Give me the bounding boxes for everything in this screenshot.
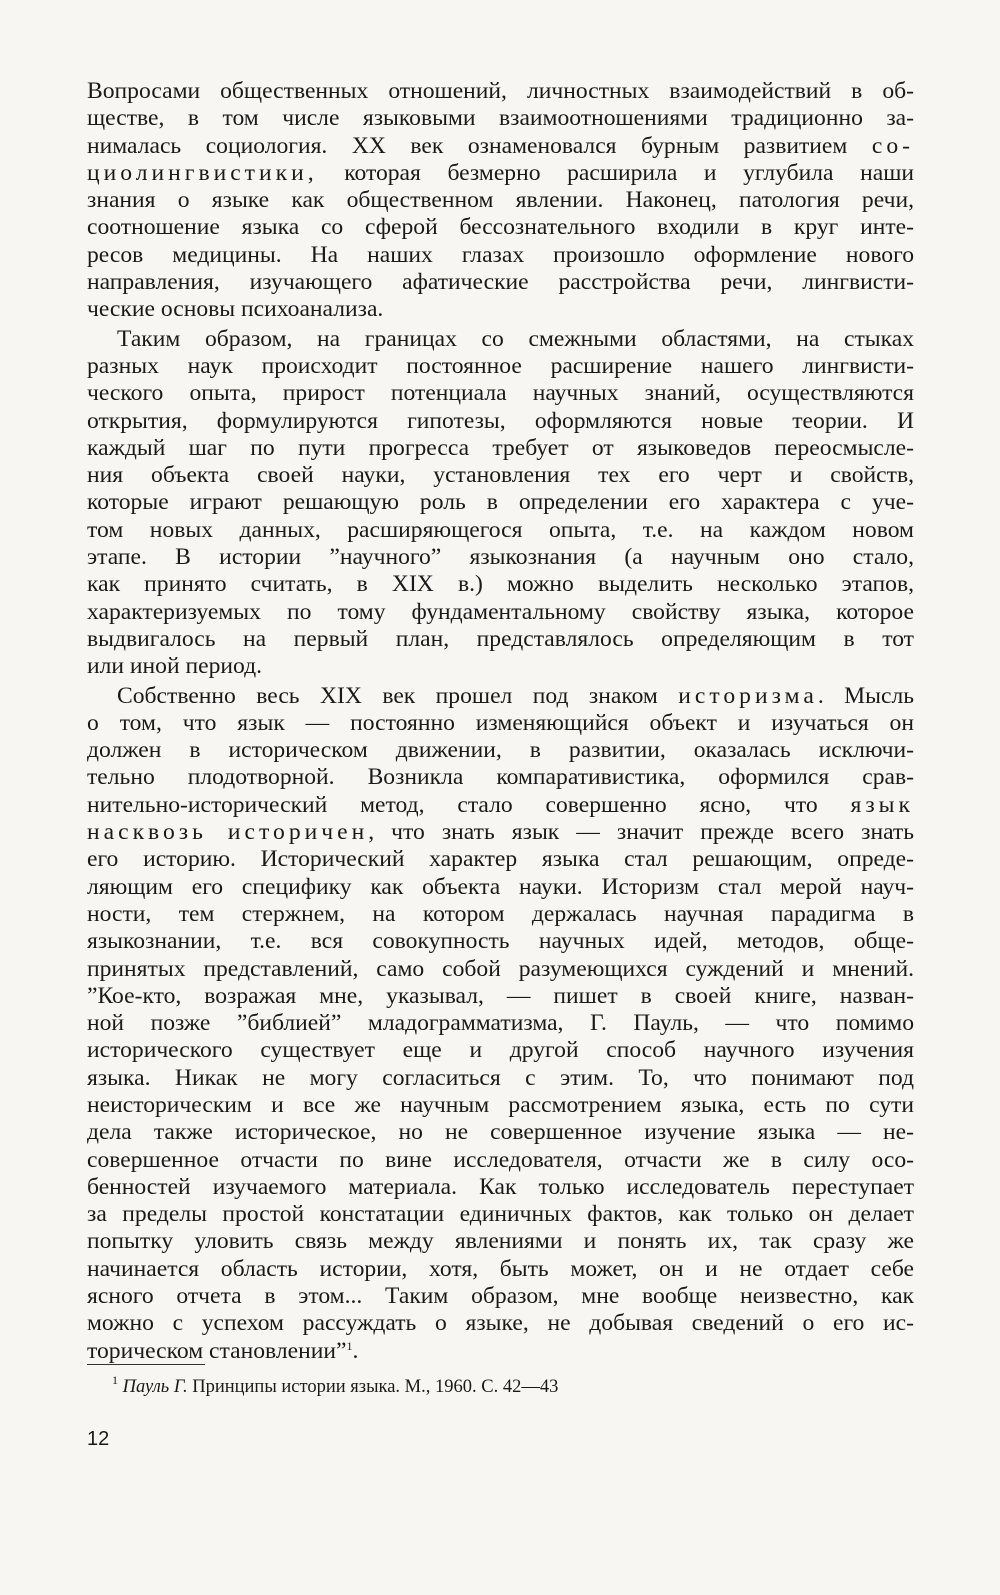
text-line: неисторическим и все же научным рассмотрением языка, есть по сути bbox=[87, 1091, 914, 1118]
text-line: попытку уловить связь между явлениями и понять их, так сразу же bbox=[87, 1228, 914, 1255]
text-line: ной позже ”библией” младограмматизма, Г. Пауль, — что помимо bbox=[87, 1010, 914, 1037]
text-line: направления, изучающего афатические расстройства речи, лингвисти- bbox=[87, 269, 914, 296]
text-line: тельно плодотворной. Возникла компаративистика, оформился срав- bbox=[87, 764, 914, 791]
spaced-term: насквозь историчен bbox=[87, 819, 369, 846]
main-text bbox=[87, 78, 914, 1365]
text-line: его историю. Исторический характер языка стал решающим, опреде- bbox=[87, 846, 914, 873]
text-line: насквозь историчен, что знать язык — значит прежде всего знать bbox=[87, 819, 914, 846]
footnote-author: Пауль Г. bbox=[122, 1377, 188, 1397]
text-line: исторического существует еще и другой способ научного изучения bbox=[87, 1037, 914, 1064]
text-line: как принято считать, в XIX в.) можно выделить несколько этапов, bbox=[87, 571, 914, 598]
spaced-term: язык bbox=[850, 791, 914, 818]
footnote-marker: 1 bbox=[112, 1373, 118, 1387]
spaced-term: со- bbox=[871, 132, 914, 159]
text-line: ресов медицины. На наших глазах произошло оформление нового bbox=[87, 241, 914, 268]
text-line: нительно-исторический метод, стало совершенно ясно, что язык bbox=[87, 791, 914, 818]
text-line: можно с успехом рассуждать о языке, не добывая сведений о его ис- bbox=[87, 1310, 914, 1337]
text-line: дела также историческое, но не совершенное изучение языка — не- bbox=[87, 1119, 914, 1146]
text-line: совершенное отчасти по вине исследователя, отчасти же в силу осо- bbox=[87, 1146, 914, 1173]
text-line: торическом становлении”$^1$. bbox=[87, 1337, 359, 1364]
text-line: принятых представлений, само собой разумеющихся суждений и мнений. bbox=[87, 955, 914, 982]
text-line: ния объекта своей науки, установления тех его черт и свойств, bbox=[87, 462, 914, 489]
spaced-term: историзма bbox=[678, 682, 818, 709]
text-line: должен в историческом движении, в развитии, оказалась исключи- bbox=[87, 737, 914, 764]
text-line: этапе. В истории ”научного” языкознания (а научным оно стало, bbox=[87, 544, 914, 571]
text-line: о том, что язык — постоянно изменяющийся объект и изучаться он bbox=[87, 709, 914, 736]
spaced-term: циолингвистики, bbox=[87, 159, 318, 186]
text-line: разных наук происходит постоянное расширение нашего лингвисти- bbox=[87, 352, 914, 379]
text-line: бенностей изучаемого материала. Как только исследователь переступает bbox=[87, 1173, 914, 1200]
text-line: знания о языке как общественном явлении. Наконец, патология речи, bbox=[87, 187, 914, 214]
text-line: Собственно весь XIX век прошел под знаком историзма. Мысль bbox=[117, 682, 914, 709]
text-line: Таким образом, на границах со смежными областями, на стыках bbox=[117, 325, 914, 352]
text-line: или иной период. bbox=[87, 653, 263, 680]
text-line: ческого опыта, прирост потенциала научных знаний, осуществляются bbox=[87, 380, 914, 407]
text-line: ческие основы психоанализа. bbox=[87, 296, 384, 323]
page-number: 12 bbox=[87, 1428, 110, 1450]
footnote-text: Принципы истории языка. М., 1960. С. 42—43 bbox=[192, 1377, 559, 1397]
text-line: ляющим его специфику как объекта науки. Историзм стал мерой науч- bbox=[87, 873, 914, 900]
text-line: открытия, формулируются гипотезы, оформляются новые теории. И bbox=[87, 407, 914, 434]
text-line: каждый шаг по пути прогресса требует от языковедов переосмысле- bbox=[87, 434, 914, 461]
text-line: ”Кое-кто, возражая мне, указывал, — пишет в своей книге, назван- bbox=[87, 982, 914, 1009]
text-line: нималась социология. XX век ознаменовался бурным развитием со- bbox=[87, 132, 914, 159]
text-line: Вопросами общественных отношений, личностных взаимодействий в об- bbox=[87, 78, 914, 104]
text-line: том новых данных, расширяющегося опыта, т.е. на каждом новом bbox=[87, 516, 914, 543]
text-line: ности, тем стержнем, на котором держалась научная парадигма в bbox=[87, 900, 914, 927]
text-line: которые играют решающую роль в определении его характера с уче- bbox=[87, 489, 914, 516]
footnote bbox=[112, 1373, 559, 1398]
footnote-reference: 1 bbox=[346, 1338, 353, 1353]
text-line: ясного отчета в этом... Таким образом, мне вообще неизвестно, как bbox=[87, 1283, 914, 1310]
text-line: характеризуемых по тому фундаментальному свойству языка, которое bbox=[87, 598, 914, 625]
text-line: языка. Никак не могу согласиться с этим. То, что понимают под bbox=[87, 1064, 914, 1091]
text-line: циолингвистики, которая безмерно расширила и углубила наши bbox=[87, 159, 914, 186]
text-line: ществе, в том числе языковыми взаимоотношениями традиционно за- bbox=[87, 105, 914, 132]
text-line: языкознании, т.е. вся совокупность научных идей, методов, обще- bbox=[87, 928, 914, 955]
text-line: выдвигалось на первый план, представлялось определяющим в тот bbox=[87, 625, 914, 652]
text-line: начинается область истории, хотя, быть может, он и не отдает себе bbox=[87, 1255, 914, 1282]
footnote-divider bbox=[87, 1364, 205, 1365]
text-line: соотношение языка со сферой бессознательного входили в круг инте- bbox=[87, 214, 914, 241]
text-line: за пределы простой констатации единичных фактов, как только он делает bbox=[87, 1201, 914, 1228]
